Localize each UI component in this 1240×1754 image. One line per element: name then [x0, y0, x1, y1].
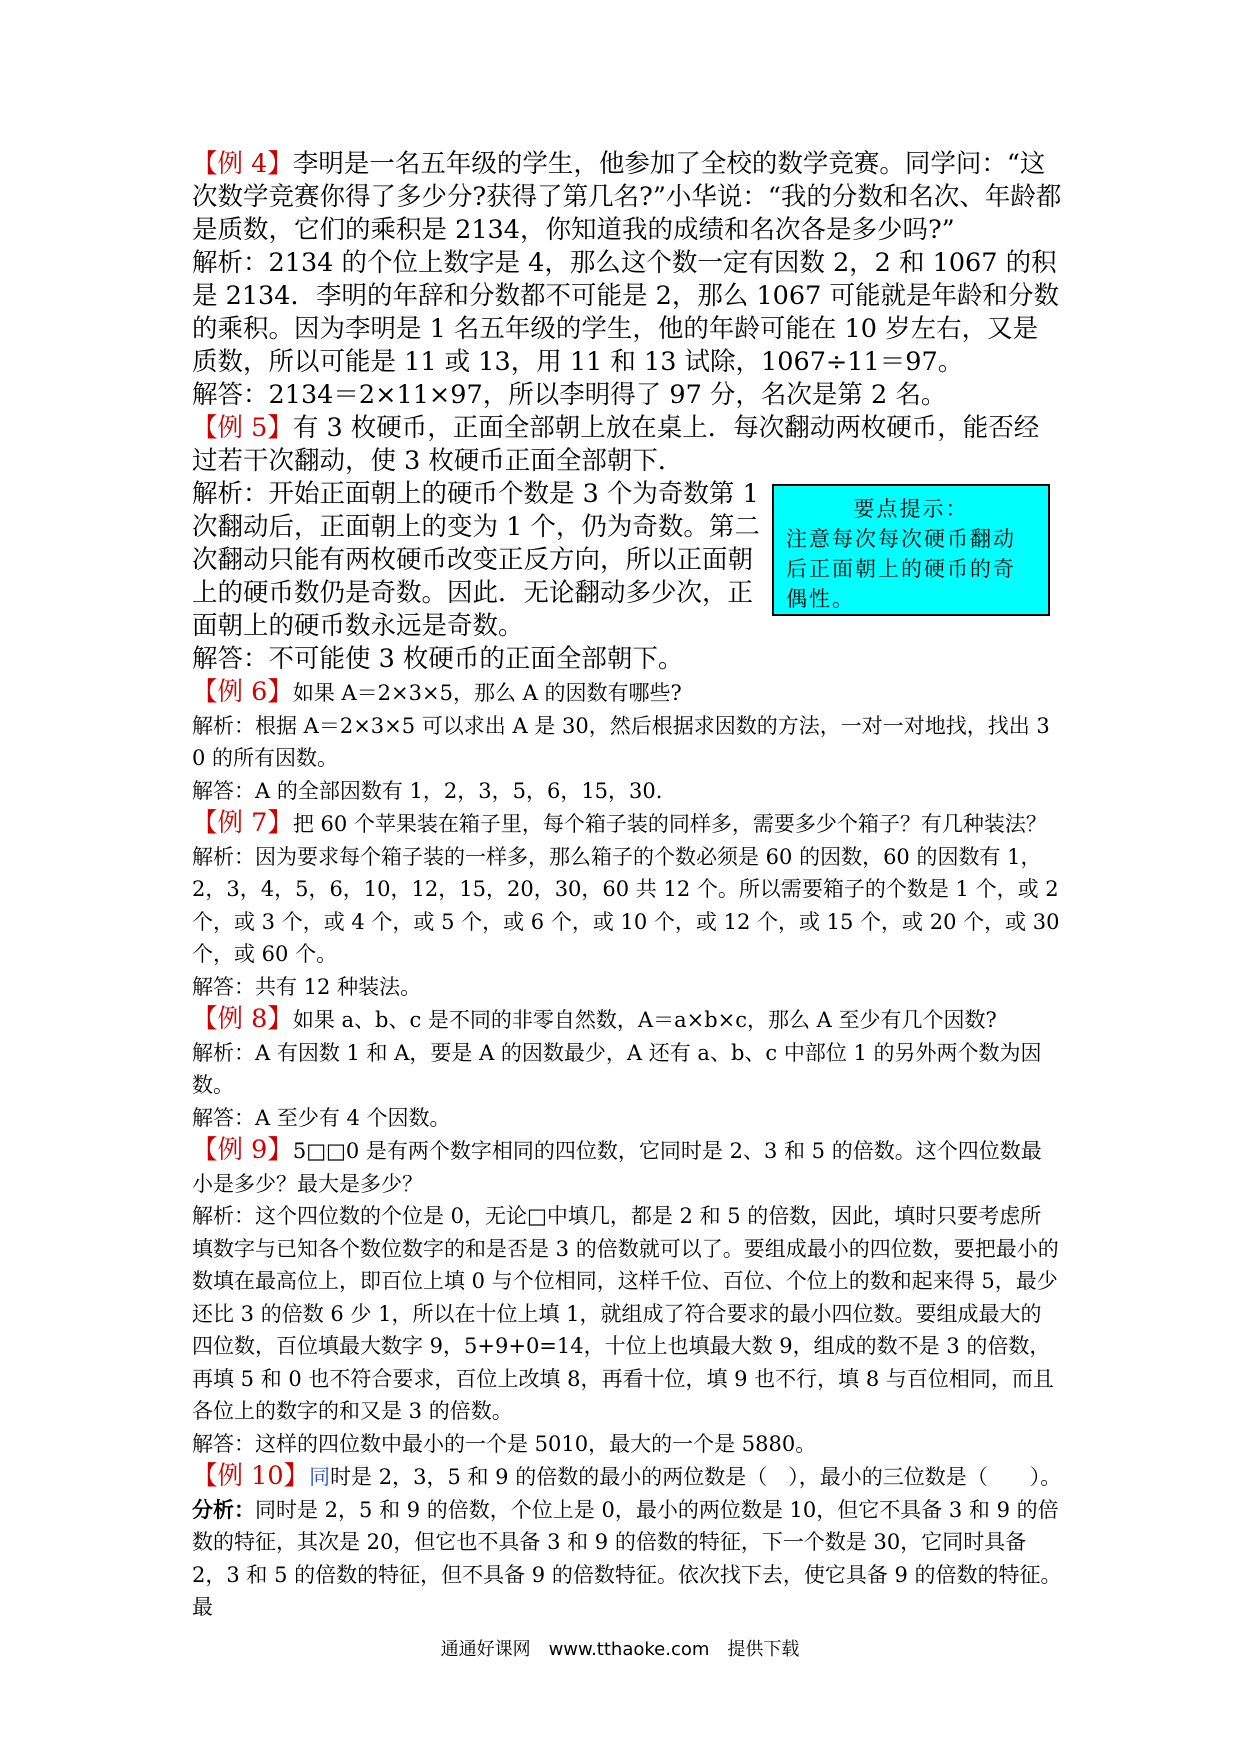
example-9-analysis: 解析：这个四位数的个位是 0，无论□中填几，都是 2 和 5 的倍数，因此，填时只要考虑所填数字与已知各个数位数字的和是否是 3 的倍数就可以了。要组成最小的四位数，要把最小的数填在最高位上，即百位上填 0 与个位相同，这样千位、百位、个位上的数和起来得 5，最少还比 3 的倍数 6 少 1，所以在十位上填 1，就组成了符合要求的最小四位数。要组成最大的四位数，百位填最大数字 9，5+9+0=14，十位上也填最大数 9，组成的数不是 3 的倍数，再填 5 和 0 也不符合要求，百位上改填 8，再看十位，填 9 也不行，填 8 与百位相同，而且各位上的数字的和又是 3 的倍数。	[192, 1204, 1059, 1423]
example-5-question	[192, 412, 1062, 478]
example-5-analysis-block	[192, 478, 1062, 643]
key-point-tip-box	[772, 484, 1050, 616]
example-7-analysis: 解析：因为要求每个箱子装的一样多，那么箱子的个数必须是 60 的因数，60 的因数有 1，2，3，4，5，6，10，12，15，20，30，60 共 12 个。所以需要箱子的个数是 1 个，或 2 个，或 3 个，或 4 个，或 5 个，或 6 个，或 10 个，或 12 个，或 15 个，或 20 个，或 30 个，或 60 个。	[192, 844, 1060, 966]
example-8-answer: 解答：A 至少有 4 个因数。	[192, 1105, 451, 1130]
example-7-question-text: 把 60 个苹果装在箱子里，每个箱子装的同样多，需要多少个箱子？有几种装法？	[292, 812, 1047, 836]
example-7-question	[192, 807, 1062, 841]
example-6-tag: 【例 6】	[192, 677, 293, 707]
example-10-analysis-text: 同时是 2，5 和 9 的倍数，个位上是 0，最小的两位数是 10，但它不具备 3 和 9 的倍数的特征，其次是 20，但它也不具备 3 和 9 的倍数的特征，下一个数是 30，它同时具备 2，3 和 5 的倍数的特征，但不具备 9 的倍数特征。依次找下去，使它具备 9 的倍数的特征。最	[192, 1497, 1062, 1619]
example-9-answer: 解答：这样的四位数中最小的一个是 5010，最大的一个是 5880。	[192, 1431, 817, 1456]
example-8-question-text: 如果 a、b、c 是不同的非零自然数，A＝a×b×c，那么 A 至少有几个因数?	[292, 1008, 997, 1032]
example-4-tag: 【例 4】	[192, 149, 293, 179]
example-4-analysis: 解析：2134 的个位上数字是 4，那么这个数一定有因数 2，2 和 1067 的积是 2134．李明的年辞和分数都不可能是 2，那么 1067 可能就是年龄和分数的乘积。因为李明是 1 名五年级的学生，他的年龄可能在 10 岁左右，又是质数，所以可能是 11 或 13，用 11 和 13 试除，1067÷11＝97。	[192, 248, 1059, 377]
example-10-question-text: 时是 2，3，5 和 9 的倍数的最小的两位数是（ ），最小的三位数是（ ）。	[330, 1465, 1062, 1489]
example-7-tag: 【例 7】	[192, 808, 293, 838]
example-9-tag: 【例 9】	[192, 1135, 293, 1165]
example-10-tag: 【例 10】	[192, 1461, 310, 1491]
example-6-question	[192, 676, 1062, 710]
tip-title: 要点提示：	[853, 497, 969, 521]
example-5-answer: 解答：不可能使 3 枚硬币的正面全部朝下。	[192, 644, 684, 674]
example-4-question-text: 李明是一名五年级的学生，他参加了全校的数学竞赛。同学问：“这次数学竞赛你得了多少分?获得了第几名?”小华说：“我的分数和名次、年龄都是质数，它们的乘积是 2134，你知道我的成绩和名次各是多少吗?”	[192, 149, 1062, 245]
example-8-tag: 【例 8】	[192, 1004, 293, 1034]
example-5-question-text: 有 3 枚硬币，正面全部朝上放在桌上．每次翻动两枚硬币，能否经过若干次翻动，使 3 枚硬币正面全部朝下．	[192, 413, 1040, 476]
example-9-question-text: 5□□0 是有两个数字相同的四位数，它同时是 2、3 和 5 的倍数。这个四位数最小是多少？最大是多少？	[192, 1139, 1042, 1196]
example-10-analysis	[192, 1494, 1062, 1624]
example-6-answer: 解答：A 的全部因数有 1，2，3，5，6，15，30.	[192, 778, 663, 803]
page-footer: 通通好课网 www.tthaoke.com 提供下载	[440, 1639, 800, 1660]
example-8-analysis: 解析：A 有因数 1 和 A，要是 A 的因数最少，A 还有 a、b、c 中部位 1 的另外两个数为因数。	[192, 1040, 1042, 1097]
document-body	[192, 148, 1062, 1624]
example-10-question	[192, 1460, 1062, 1494]
tip-body: 注意每次每次硬币翻动后正面朝上的硬币的奇偶性。	[786, 527, 1016, 611]
example-6-analysis: 解析：根据 A＝2×3×5 可以求出 A 是 30，然后根据求因数的方法，一对一对地找，找出 30 的所有因数。	[192, 713, 1050, 770]
example-6-question-text: 如果 A＝2×3×5，那么 A 的因数有哪些?	[292, 681, 682, 705]
example-4-answer: 解答：2134＝2×11×97，所以李明得了 97 分，名次是第 2 名。	[192, 380, 947, 410]
example-5-analysis: 解析：开始正面朝上的硬币个数是 3 个为奇数第 1 次翻动后，正面朝上的变为 1 个，仍为奇数。第二次翻动只能有两枚硬币改变正反方向，所以正面朝上的硬币数仍是奇数。因此．无论翻动多少次，正面朝上的硬币数永远是奇数。	[192, 479, 760, 641]
example-8-question	[192, 1003, 1062, 1037]
example-7-answer: 解答：共有 12 种装法。	[192, 974, 422, 999]
example-10-analysis-label: 分析：	[192, 1496, 255, 1522]
example-10-question-first-char: 同	[309, 1465, 331, 1489]
example-9-question	[192, 1134, 1062, 1200]
example-4-question	[192, 148, 1062, 247]
example-5-tag: 【例 5】	[192, 413, 293, 443]
